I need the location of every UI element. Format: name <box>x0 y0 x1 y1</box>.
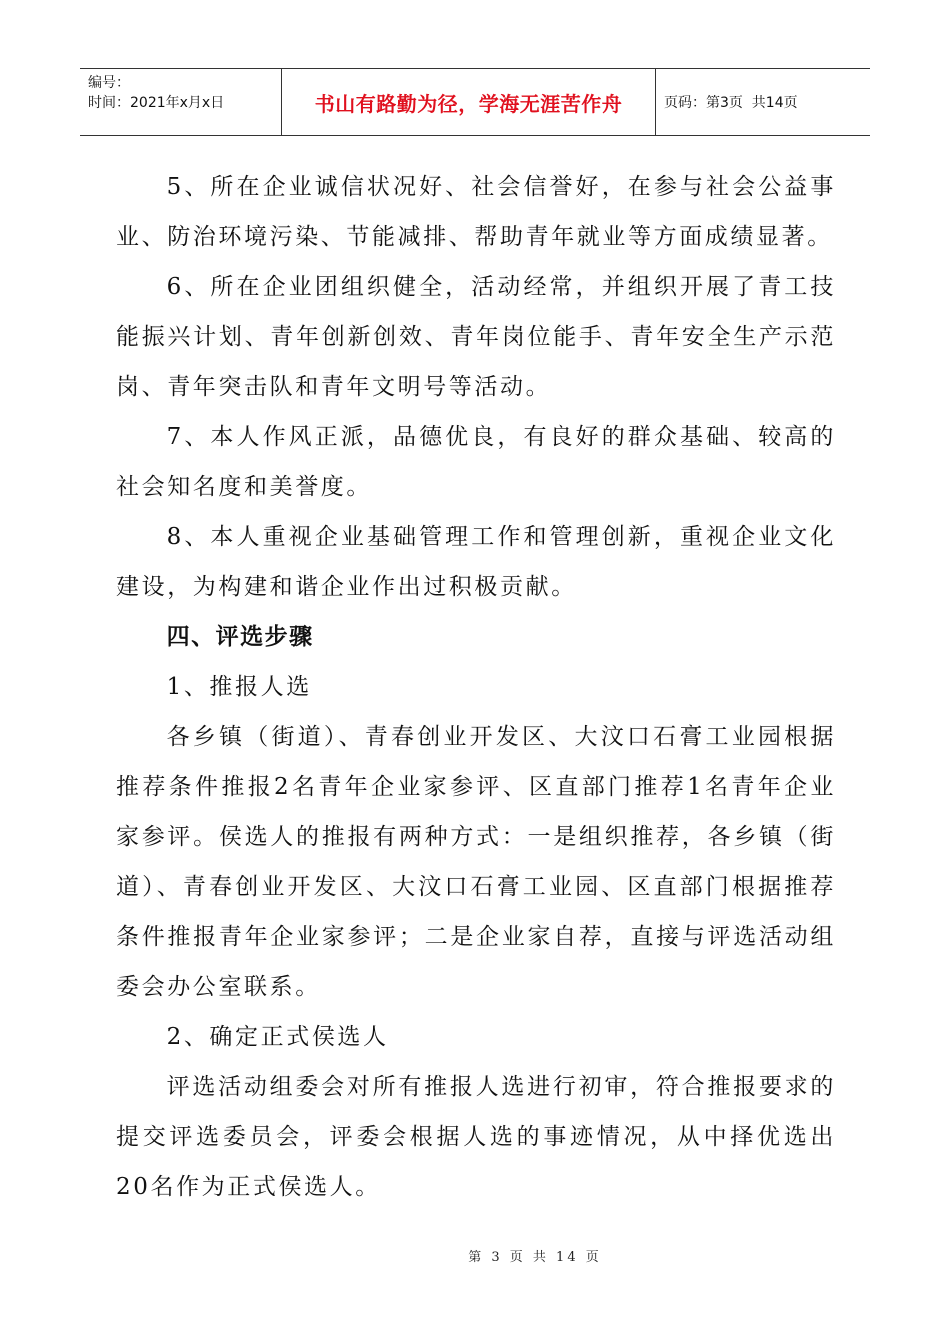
header-meta <box>80 69 282 135</box>
paragraph-item-5: 5、所在企业诚信状况好、社会信誉好，在参与社会公益事业、防治环境污染、节能减排、帮助青年就业等方面成绩显著。 <box>116 174 836 250</box>
header-page-label: 页码：第3页 共14页 <box>664 95 798 111</box>
paragraph-item-8: 8、本人重视企业基础管理工作和管理创新，重视企业文化建设，为构建和谐企业作出过积极贡献。 <box>116 524 836 600</box>
section-heading: 四、评选步骤 <box>166 624 314 650</box>
paragraph-item-7: 7、本人作风正派，品德优良，有良好的群众基础、较高的社会知名度和美誉度。 <box>116 424 836 500</box>
document-number-label: 编号： <box>88 75 130 91</box>
header-motto: 书山有路勤为径，学海无涯苦作舟 <box>282 69 656 135</box>
subsection-heading-1: 1、推报人选 <box>166 674 312 700</box>
document-time-label: 时间：2021年x月x日 <box>88 95 225 111</box>
document-body <box>116 162 836 1212</box>
paragraph-nomination: 各乡镇（街道）、青春创业开发区、大汶口石膏工业园根据推荐条件推报2名青年企业家参评、区直部门推荐1名青年企业家参评。侯选人的推报有两种方式：一是组织推荐，各乡镇（街道）、青春创业开发区、大汶口石膏工业园、区直部门根据推荐条件推报青年企业家参评；二是企业家自荐，直接与评选活动组委会办公室联系。 <box>116 724 836 1000</box>
subsection-heading-2: 2、确定正式侯选人 <box>166 1024 389 1050</box>
page-footer: 第 3 页 共 14 页 <box>468 1250 602 1265</box>
document-header <box>80 68 870 136</box>
paragraph-item-6: 6、所在企业团组织健全，活动经常，并组织开展了青工技能振兴计划、青年创新创效、青年岗位能手、青年安全生产示范岗、青年突击队和青年文明号等活动。 <box>116 274 836 400</box>
paragraph-candidates: 评选活动组委会对所有推报人选进行初审，符合推报要求的提交评选委员会，评委会根据人选的事迹情况，从中择优选出20名作为正式侯选人。 <box>116 1074 836 1200</box>
header-page-info <box>656 69 870 135</box>
